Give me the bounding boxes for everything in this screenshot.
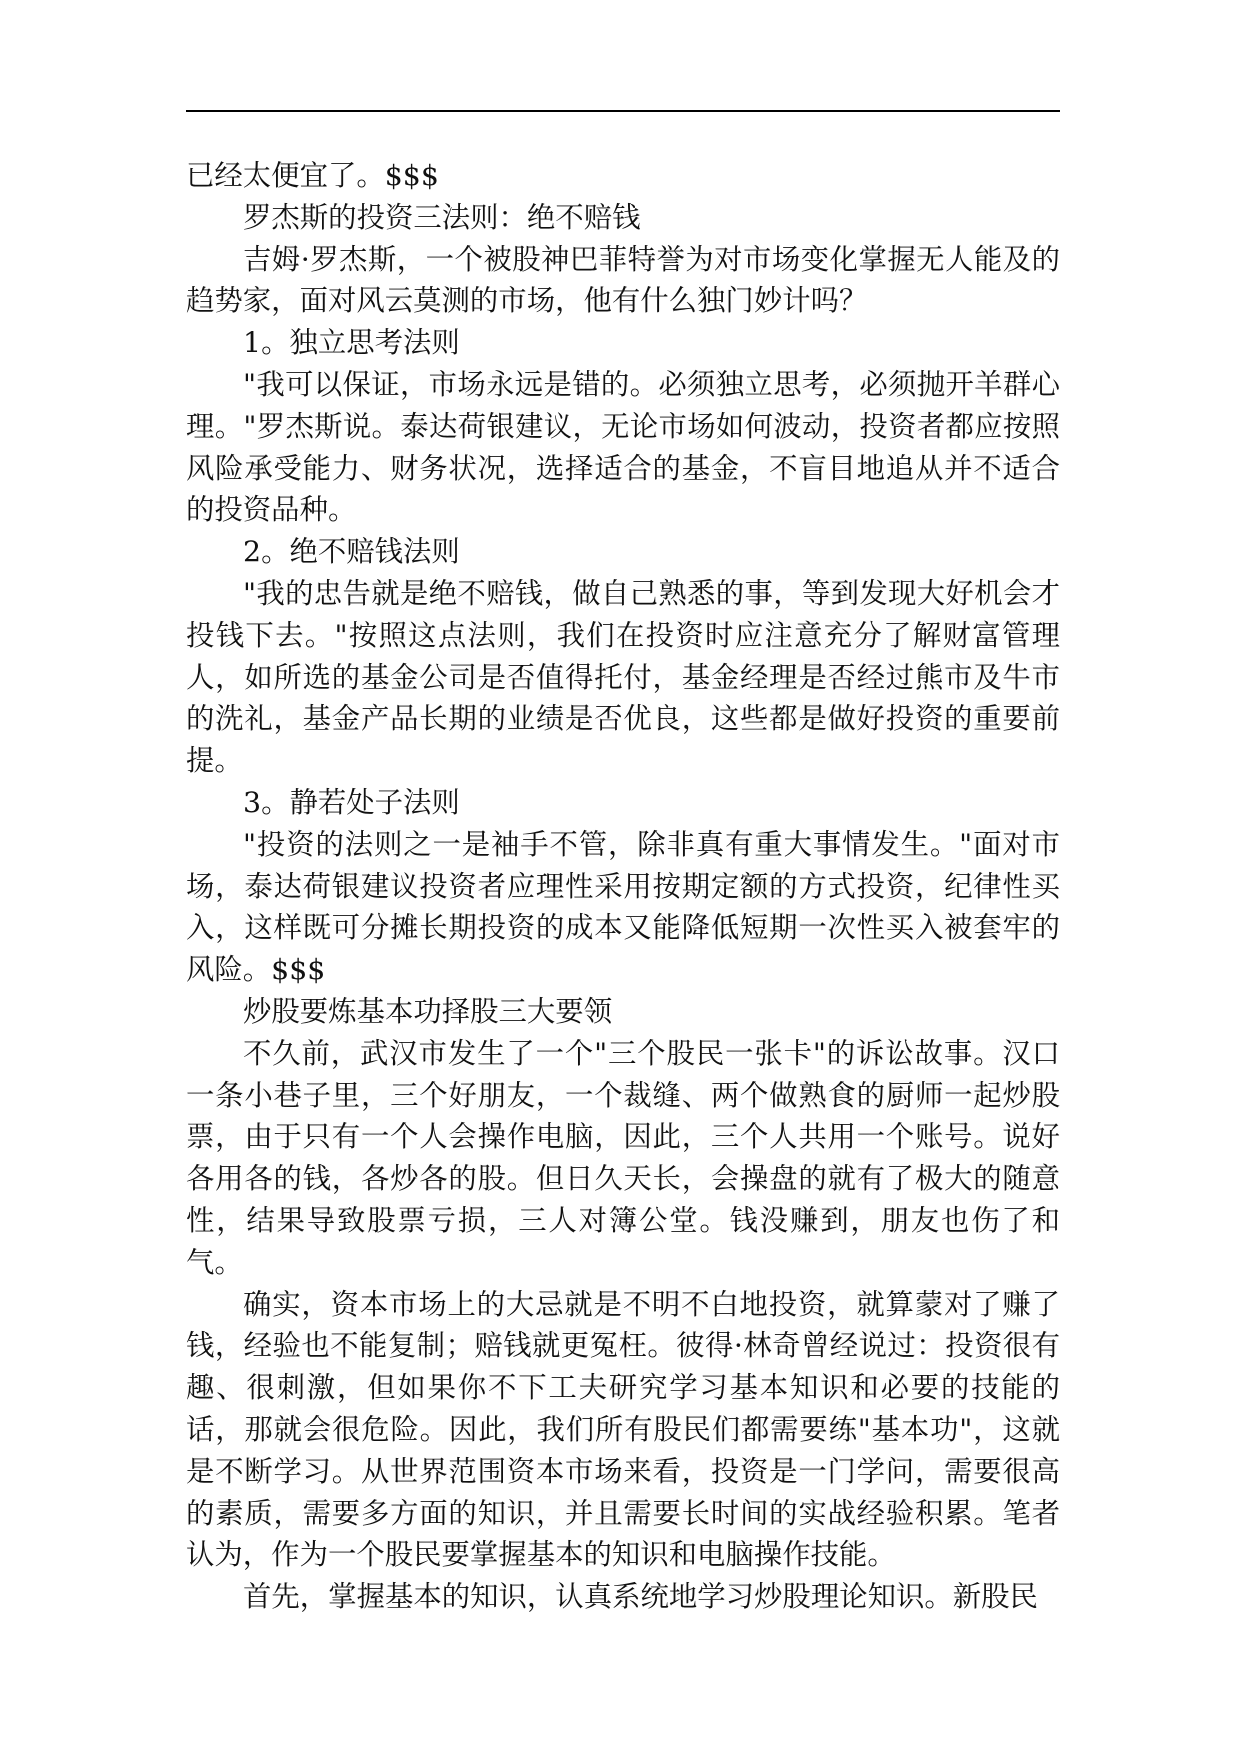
paragraph: "我可以保证，市场永远是错的。必须独立思考，必须抛开羊群心理。"罗杰斯说。泰达荷银建议，无论市场如何波动，投资者都应按照风险承受能力、财务状况，选择适合的基金，不盲目地追从并不适合的投资品种。 — [186, 367, 1060, 527]
document-body — [186, 155, 1060, 1618]
rule-heading: 2。绝不赔钱法则 — [243, 535, 460, 569]
rule-heading: 1。独立思考法则 — [243, 326, 460, 360]
header-rule — [186, 110, 1060, 112]
paragraph: 已经太便宜了。$$$ — [186, 159, 439, 192]
section-heading: 罗杰斯的投资三法则：绝不赔钱 — [243, 200, 641, 234]
paragraph: 确实，资本市场上的大忌就是不明不白地投资，就算蒙对了赚了钱，经验也不能复制；赔钱就更冤枉。彼得·林奇曾经说过：投资很有趣、很刺激，但如果你不下工夫研究学习基本知识和必要的技能的话，那就会很危险。因此，我们所有股民们都需要练"基本功"，这就是不断学习。从世界范围资本市场来看，投资是一门学问，需要很高的素质，需要多方面的知识，并且需要长时间的实战经验积累。笔者认为，作为一个股民要掌握基本的知识和电脑操作技能。 — [186, 1287, 1060, 1572]
paragraph: 吉姆·罗杰斯，一个被股神巴菲特誉为对市场变化掌握无人能及的趋势家，面对风云莫测的市场，他有什么独门妙计吗？ — [186, 242, 1060, 318]
paragraph: "投资的法则之一是袖手不管，除非真有重大事情发生。"面对市场，泰达荷银建议投资者应理性采用按期定额的方式投资，纪律性买入，这样既可分摊长期投资的成本又能降低短期一次性买入被套牢的风险。$$$ — [186, 827, 1060, 987]
rule-heading: 3。静若处子法则 — [243, 785, 460, 819]
section-heading: 炒股要炼基本功择股三大要领 — [243, 994, 613, 1028]
paragraph: 不久前，武汉市发生了一个"三个股民一张卡"的诉讼故事。汉口一条小巷子里，三个好朋友，一个裁缝、两个做熟食的厨师一起炒股票，由于只有一个人会操作电脑，因此，三个人共用一个账号。说好各用各的钱，各炒各的股。但日久天长，会操盘的就有了极大的随意性，结果导致股票亏损，三人对簿公堂。钱没赚到，朋友也伤了和气。 — [186, 1036, 1060, 1279]
paragraph: "我的忠告就是绝不赔钱，做自己熟悉的事，等到发现大好机会才投钱下去。"按照这点法则，我们在投资时应注意充分了解财富管理人，如所选的基金公司是否值得托付，基金经理是否经过熊市及牛市的洗礼，基金产品长期的业绩是否优良，这些都是做好投资的重要前提。 — [186, 576, 1060, 778]
paragraph: 首先，掌握基本的知识，认真系统地学习炒股理论知识。新股民 — [243, 1580, 1038, 1614]
